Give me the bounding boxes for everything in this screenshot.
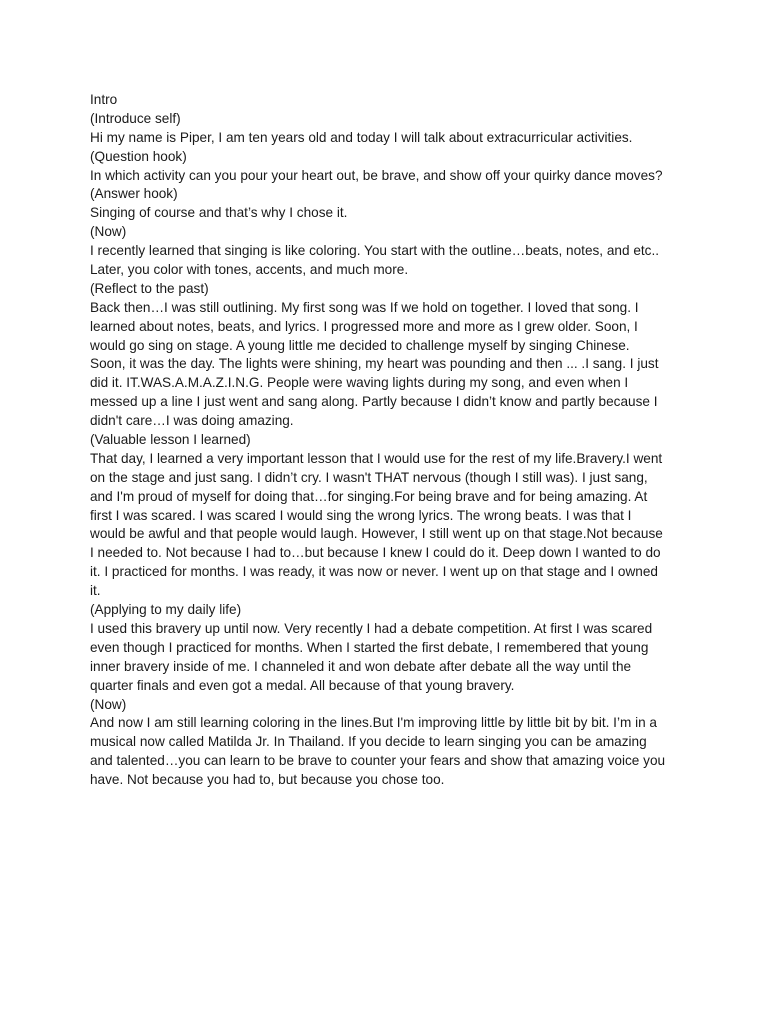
body-line: Soon, it was the day. The lights were shining, my heart was pounding and then ... .I sang. I just bbox=[90, 356, 659, 372]
body-line: would be awful and that people would laugh. However, I still went up on that stage.Not because bbox=[90, 526, 663, 542]
section-label: (Applying to my daily life) bbox=[90, 602, 242, 618]
body-line: have. Not because you had to, but because you chose too. bbox=[90, 772, 445, 788]
body-line: and talented…you can learn to be brave to counter your fears and show that amazing voice you bbox=[90, 753, 666, 769]
section-label: (Answer hook) bbox=[90, 186, 178, 202]
body-line: and I'm proud of myself for doing that…for singing.For being brave and for being amazing. At bbox=[90, 488, 648, 504]
body-line: it. I practiced for months. I was ready, it was now or never. I went up on that stage and I owned bbox=[90, 564, 658, 580]
body-line: didn't care…I was doing amazing. bbox=[90, 413, 294, 429]
body-line: Back then…I was still outlining. My first song was If we hold on together. I loved that song. I bbox=[90, 299, 639, 315]
section-heading-intro: Intro bbox=[90, 92, 118, 107]
body-line: learned about notes, beats, and lyrics. I progressed more and more as I grew older. Soon, I bbox=[90, 318, 638, 334]
body-line: on the stage and just sang. I didn’t cry. I wasn't THAT nervous (though I still was). I just sang, bbox=[90, 469, 648, 485]
section-label: (Question hook) bbox=[90, 148, 187, 164]
body-line: did it. IT.WAS.A.M.A.Z.I.N.G. People were waving lights during my song, and even when I bbox=[90, 375, 629, 391]
section-label: (Now) bbox=[90, 224, 127, 240]
body-line: In which activity can you pour your heart out, be brave, and show off your quirky dance moves? bbox=[90, 167, 663, 183]
body-line: Later, you color with tones, accents, and much more. bbox=[90, 262, 409, 278]
section-label: (Introduce self) bbox=[90, 110, 181, 126]
body-line: That day, I learned a very important lesson that I would use for the rest of my life.Bravery.I went bbox=[90, 450, 663, 466]
body-line: would go sing on stage. A young little me decided to challenge myself by singing Chinese. bbox=[90, 337, 630, 353]
body-line: Singing of course and that’s why I chose it. bbox=[90, 205, 348, 221]
body-line: messed up a line I just went and sang along. Partly because I didn’t know and partly because I bbox=[90, 394, 658, 410]
section-label: (Valuable lesson I learned) bbox=[90, 432, 251, 448]
body-line: Hi my name is Piper, I am ten years old and today I will talk about extracurricular activities. bbox=[90, 129, 633, 145]
body-line: I needed to. Not because I had to…but because I knew I could do it. Deep down I wanted to do bbox=[90, 545, 661, 561]
body-line: musical now called Matilda Jr. In Thailand. If you decide to learn singing you can be amazing bbox=[90, 734, 647, 750]
document-body bbox=[90, 91, 680, 790]
body-line: even though I practiced for months. When I started the first debate, I remembered that young bbox=[90, 639, 649, 655]
body-line: first I was scared. I was scared I would sing the wrong lyrics. The wrong beats. I was that I bbox=[90, 507, 632, 523]
section-label: (Reflect to the past) bbox=[90, 280, 209, 296]
section-label: (Now) bbox=[90, 696, 127, 712]
body-line: And now I am still learning coloring in the lines.But I'm improving little by little bit by bit. I’m in a bbox=[90, 715, 657, 731]
body-line: I recently learned that singing is like coloring. You start with the outline…beats, notes, and etc.. bbox=[90, 243, 660, 259]
body-line: I used this bravery up until now. Very recently I had a debate competition. At first I was scared bbox=[90, 620, 653, 636]
body-line: it. bbox=[90, 583, 101, 599]
body-line: inner bravery inside of me. I channeled it and won debate after debate all the way until the bbox=[90, 658, 632, 674]
body-line: quarter finals and even got a medal. All because of that young bravery. bbox=[90, 677, 515, 693]
